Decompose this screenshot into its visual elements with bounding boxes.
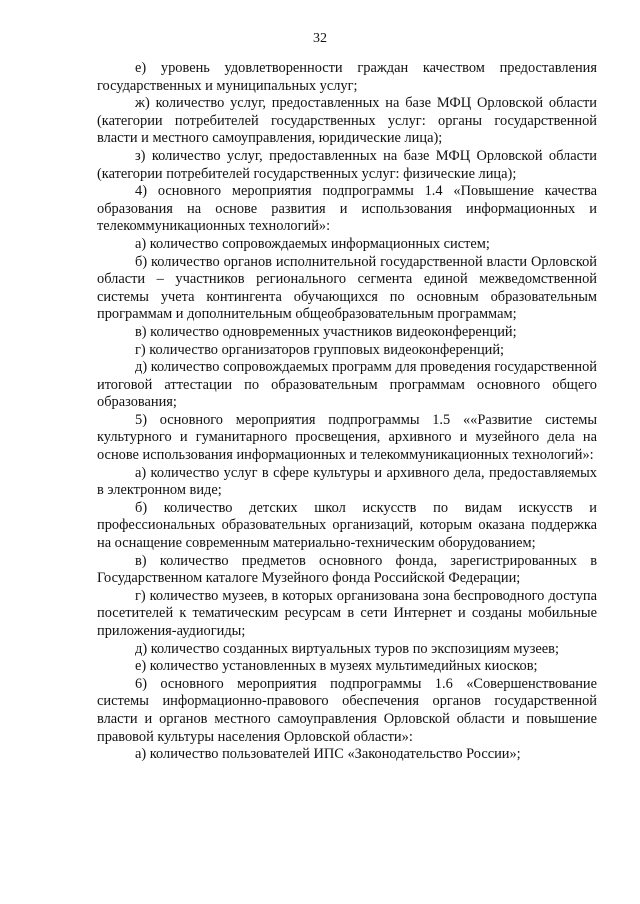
paragraph-item-d-attestation: д) количество сопровождаемых программ для проведения государственной итоговой аттестации по образовательным программам основного общего образования; — [97, 359, 597, 411]
paragraph-item-v-video-participants: в) количество одновременных участников видеоконференций; — [135, 323, 517, 340]
paragraph-item-v-museum-fund: в) количество предметов основного фонда, зарегистрированных в Государственном каталоге Музейного фонда Российской Федерации; — [97, 552, 597, 587]
paragraph-item-a-culture-services: а) количество услуг в сфере культуры и архивного дела, предоставляемых в электронном виде; — [97, 464, 597, 499]
page-number: 32 — [313, 31, 327, 46]
paragraph-item-a-info-systems: а) количество сопровождаемых информационных систем; — [135, 235, 490, 252]
paragraph-item-b-art-schools: б) количество детских школ искусств по видам искусств и профессиональных образовательных организаций, которым оказана поддержка на оснащение современным материально-техническим оборудованием; — [97, 499, 597, 552]
document-body — [97, 60, 597, 764]
paragraph-measure-1-6: 6) основного мероприятия подпрограммы 1.6 «Совершенствование системы информационно-правового обеспечения органов государственной власти и органов местного самоуправления Орловской области и повышение правовой культуры населения Орловской области»: — [97, 675, 597, 745]
paragraph-item-a-ips-users: а) количество пользователей ИПС «Законодательство России»; — [135, 746, 521, 763]
paragraph-item-e-kiosks: е) количество установленных в музеях мультимедийных киосков; — [135, 658, 538, 675]
paragraph-item-g-museums-wifi: г) количество музеев, в которых организована зона беспроводного доступа посетителей к тематическим ресурсам в сети Интернет и созданы мобильные приложения-аудиогиды; — [97, 587, 597, 639]
paragraph-item-g-video-organizers: г) количество организаторов групповых видеоконференций; — [135, 341, 505, 358]
paragraph-measure-1-5: 5) основного мероприятия подпрограммы 1.5 ««Развитие системы культурного и гуманитарного просвещения, архивного и музейного дела на основе использования информационных и телекоммуникационных технологий»: — [97, 411, 597, 464]
paragraph-item-e-satisfaction: е) уровень удовлетворенности граждан качеством предоставления государственных и муниципальных услуг; — [97, 60, 597, 94]
paragraph-item-zh-mfc-legal: ж) количество услуг, предоставленных на базе МФЦ Орловской области (категории потребителей государственных услуг: органы государственной власти и местного самоуправления, юридические лица); — [97, 95, 597, 147]
paragraph-item-z-mfc-individuals: з) количество услуг, предоставленных на базе МФЦ Орловской области (категории потребителей государственных услуг: физические лица); — [97, 147, 597, 182]
paragraph-item-b-authorities: б) количество органов исполнительной государственной власти Орловской области – участников регионального сегмента единой межведомственной системы учета контингента обучающихся по основным образовательным программам и дополнительным общеобразовательным программам; — [97, 253, 597, 323]
paragraph-measure-1-4: 4) основного мероприятия подпрограммы 1.4 «Повышение качества образования на основе развития и использования информационных и телекоммуникационных технологий»: — [97, 183, 597, 235]
paragraph-item-d-virtual-tours: д) количество созданных виртуальных туров по экспозициям музеев; — [135, 640, 559, 657]
